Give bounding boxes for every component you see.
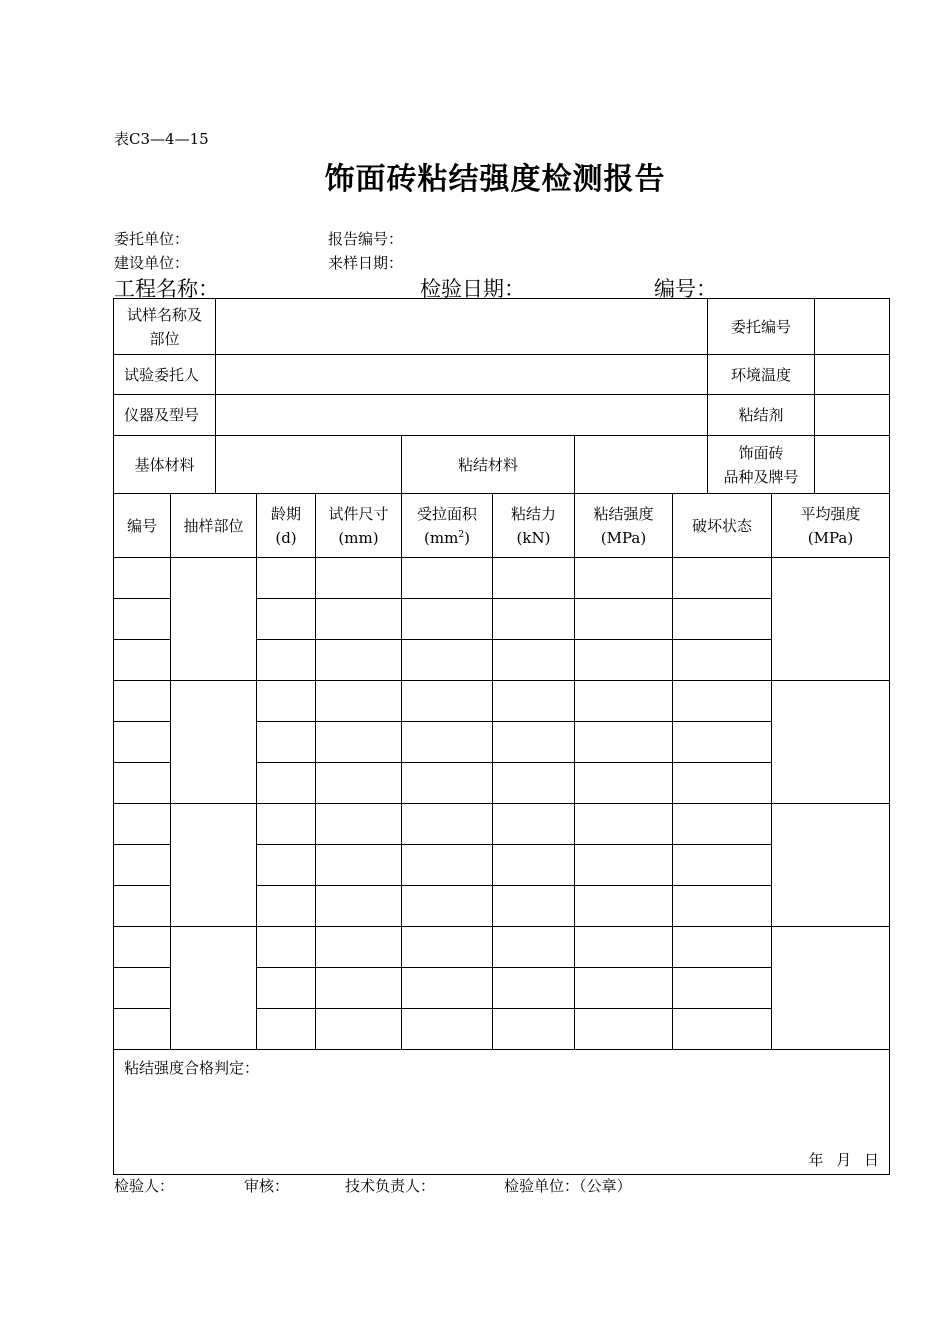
cell-failure-mode[interactable] [673,640,772,681]
col-header-age-unit: (d) [275,528,297,547]
cell-bond-strength[interactable] [575,558,673,599]
cell-age[interactable] [257,927,316,968]
col-header-sampling-location-text: 抽样部位 [183,516,244,535]
cell-average-strength[interactable] [772,804,890,927]
cell-tensile-area[interactable] [402,927,493,968]
verdict-date-mark: 年 月 日 [808,1151,879,1169]
verdict-label: 粘结强度合格判定： [124,1059,260,1077]
table-row [114,927,890,968]
cell-number[interactable] [114,845,171,886]
cell-age[interactable] [257,845,316,886]
cell-specimen-size[interactable] [316,845,402,886]
col-header-tensile-area-text: 受拉面积 [416,504,477,523]
col-header-specimen-size-text: 试件尺寸 [328,504,389,523]
cell-tensile-area[interactable] [402,763,493,804]
cell-bond-strength[interactable] [575,763,673,804]
unit-tail: ) [464,528,470,547]
form-code: 表C3—4—15 [114,130,209,148]
col-header-specimen-size [316,494,402,558]
cell-failure-mode[interactable] [673,722,772,763]
cell-failure-mode[interactable] [673,845,772,886]
cell-bond-force[interactable] [493,968,575,1009]
cell-age[interactable] [257,599,316,640]
cell-bond-strength[interactable] [575,722,673,763]
cell-bond-strength[interactable] [575,1009,673,1050]
col-header-bond-strength-text: 粘结强度 [593,504,654,523]
sample-name-label-cell [114,299,216,355]
cell-specimen-size[interactable] [316,681,402,722]
cell-bond-force[interactable] [493,640,575,681]
cell-number[interactable] [114,968,171,1009]
cell-specimen-size[interactable] [316,640,402,681]
col-header-bond-force [493,494,575,558]
cell-specimen-size[interactable] [316,1009,402,1050]
cell-bond-force[interactable] [493,681,575,722]
tile-type-value[interactable] [815,436,890,494]
adhesive-value[interactable] [815,395,890,436]
cell-number[interactable] [114,763,171,804]
col-header-failure-mode [673,494,772,558]
cell-bond-strength[interactable] [575,845,673,886]
unit-exponent: 2 [458,529,465,540]
cell-tensile-area[interactable] [402,640,493,681]
cell-bond-force[interactable] [493,722,575,763]
bond-material-label: 粘结材料 [402,436,575,494]
col-header-age [257,494,316,558]
test-client-value[interactable] [216,355,708,395]
cell-age[interactable] [257,558,316,599]
cell-tensile-area[interactable] [402,722,493,763]
cell-tensile-area[interactable] [402,968,493,1009]
cell-specimen-size[interactable] [316,599,402,640]
serial-no-label: 编号： [654,277,717,301]
sample-date-label: 来样日期： [328,254,404,272]
cell-tensile-area[interactable] [402,886,493,927]
col-header-number-text: 编号 [126,516,157,535]
col-header-failure-mode-text: 破坏状态 [691,516,752,535]
cell-specimen-size[interactable] [316,722,402,763]
table-row [114,804,890,845]
cell-sampling-location[interactable] [171,558,257,681]
cell-bond-force[interactable] [493,558,575,599]
col-header-bond-force-unit: (kN) [516,528,551,547]
cell-number[interactable] [114,599,171,640]
cell-failure-mode[interactable] [673,804,772,845]
cell-bond-strength[interactable] [575,927,673,968]
cell-bond-force[interactable] [493,886,575,927]
sample-name-line1: 试样名称及 [126,305,202,324]
cell-bond-strength[interactable] [575,681,673,722]
bond-material-value[interactable] [575,436,708,494]
cell-number[interactable] [114,804,171,845]
cell-age[interactable] [257,804,316,845]
cell-specimen-size[interactable] [316,558,402,599]
cell-failure-mode[interactable] [673,763,772,804]
col-header-bond-strength [575,494,673,558]
col-header-tensile-area-unit [402,526,492,550]
inspector-label: 检验人： [114,1177,175,1195]
cell-average-strength[interactable] [772,558,890,681]
reviewer-label: 审核： [244,1177,290,1195]
col-header-average-strength-text: 平均强度 [800,504,861,523]
base-material-value[interactable] [216,436,402,494]
cell-number[interactable] [114,722,171,763]
col-header-number [114,494,171,558]
cell-bond-force[interactable] [493,804,575,845]
report-table [113,298,890,1175]
cell-age[interactable] [257,968,316,1009]
construction-unit-label: 建设单位： [114,254,190,272]
unit-base: (mm [424,528,459,547]
cell-number[interactable] [114,927,171,968]
cell-failure-mode[interactable] [673,681,772,722]
cell-bond-strength[interactable] [575,886,673,927]
cell-bond-force[interactable] [493,1009,575,1050]
entrust-no-value[interactable] [815,299,890,355]
cell-tensile-area[interactable] [402,804,493,845]
cell-average-strength[interactable] [772,681,890,804]
cell-failure-mode[interactable] [673,558,772,599]
col-header-sampling-location [171,494,257,558]
cell-tensile-area[interactable] [402,599,493,640]
cell-tensile-area[interactable] [402,845,493,886]
cell-age[interactable] [257,763,316,804]
cell-specimen-size[interactable] [316,886,402,927]
cell-specimen-size[interactable] [316,763,402,804]
cell-specimen-size[interactable] [316,968,402,1009]
cell-number[interactable] [114,640,171,681]
cell-sampling-location[interactable] [171,804,257,927]
ambient-temp-value[interactable] [815,355,890,395]
cell-average-strength[interactable] [772,927,890,1050]
cell-bond-strength[interactable] [575,599,673,640]
ambient-temp-label: 环境温度 [708,355,815,395]
instrument-label: 仪器及型号 [114,395,216,436]
cell-bond-force[interactable] [493,845,575,886]
table-row [114,558,890,599]
cell-bond-strength[interactable] [575,804,673,845]
column-header-row [114,494,890,558]
tile-type-line1: 饰面砖 [738,443,784,462]
cell-sampling-location[interactable] [171,681,257,804]
cell-specimen-size[interactable] [316,927,402,968]
base-material-label: 基体材料 [114,436,216,494]
cell-age[interactable] [257,640,316,681]
cell-tensile-area[interactable] [402,681,493,722]
cell-specimen-size[interactable] [316,804,402,845]
inspection-date-label: 检验日期： [420,277,525,301]
cell-bond-strength[interactable] [575,640,673,681]
report-no-label: 报告编号： [328,230,404,248]
page-title: 饰面砖粘结强度检测报告 [324,162,666,197]
cell-failure-mode[interactable] [673,927,772,968]
col-header-age-text: 龄期 [270,504,301,523]
cell-bond-force[interactable] [493,763,575,804]
col-header-tensile-area [402,494,493,558]
tech-lead-label: 技术负责人： [345,1177,436,1195]
inspection-unit-label: 检验单位：（公章） [504,1177,632,1195]
client-unit-label: 委托单位： [114,230,190,248]
verdict-cell[interactable] [114,1050,890,1175]
adhesive-label: 粘结剂 [708,395,815,436]
cell-number[interactable] [114,886,171,927]
instrument-value[interactable] [216,395,708,436]
cell-bond-force[interactable] [493,927,575,968]
sample-name-line2: 部位 [149,329,180,348]
entrust-no-label: 委托编号 [708,299,815,355]
cell-tensile-area[interactable] [402,1009,493,1050]
cell-bond-strength[interactable] [575,968,673,1009]
col-header-average-strength [772,494,890,558]
cell-sampling-location[interactable] [171,927,257,1050]
col-header-average-strength-unit: (MPa) [807,528,854,547]
cell-age[interactable] [257,1009,316,1050]
col-header-specimen-size-unit: (mm) [338,528,379,547]
sample-name-value[interactable] [216,299,708,355]
tile-type-label-cell [708,436,815,494]
cell-number[interactable] [114,681,171,722]
project-name-label: 工程名称： [114,277,219,301]
col-header-bond-force-text: 粘结力 [510,504,556,523]
cell-number[interactable] [114,1009,171,1050]
cell-bond-force[interactable] [493,599,575,640]
cell-tensile-area[interactable] [402,558,493,599]
cell-age[interactable] [257,886,316,927]
cell-age[interactable] [257,681,316,722]
cell-failure-mode[interactable] [673,1009,772,1050]
tile-type-line2: 品种及牌号 [723,467,799,486]
cell-age[interactable] [257,722,316,763]
col-header-bond-strength-unit: (MPa) [600,528,647,547]
cell-failure-mode[interactable] [673,599,772,640]
cell-failure-mode[interactable] [673,968,772,1009]
cell-number[interactable] [114,558,171,599]
cell-failure-mode[interactable] [673,886,772,927]
table-row [114,681,890,722]
test-client-label: 试验委托人 [114,355,216,395]
